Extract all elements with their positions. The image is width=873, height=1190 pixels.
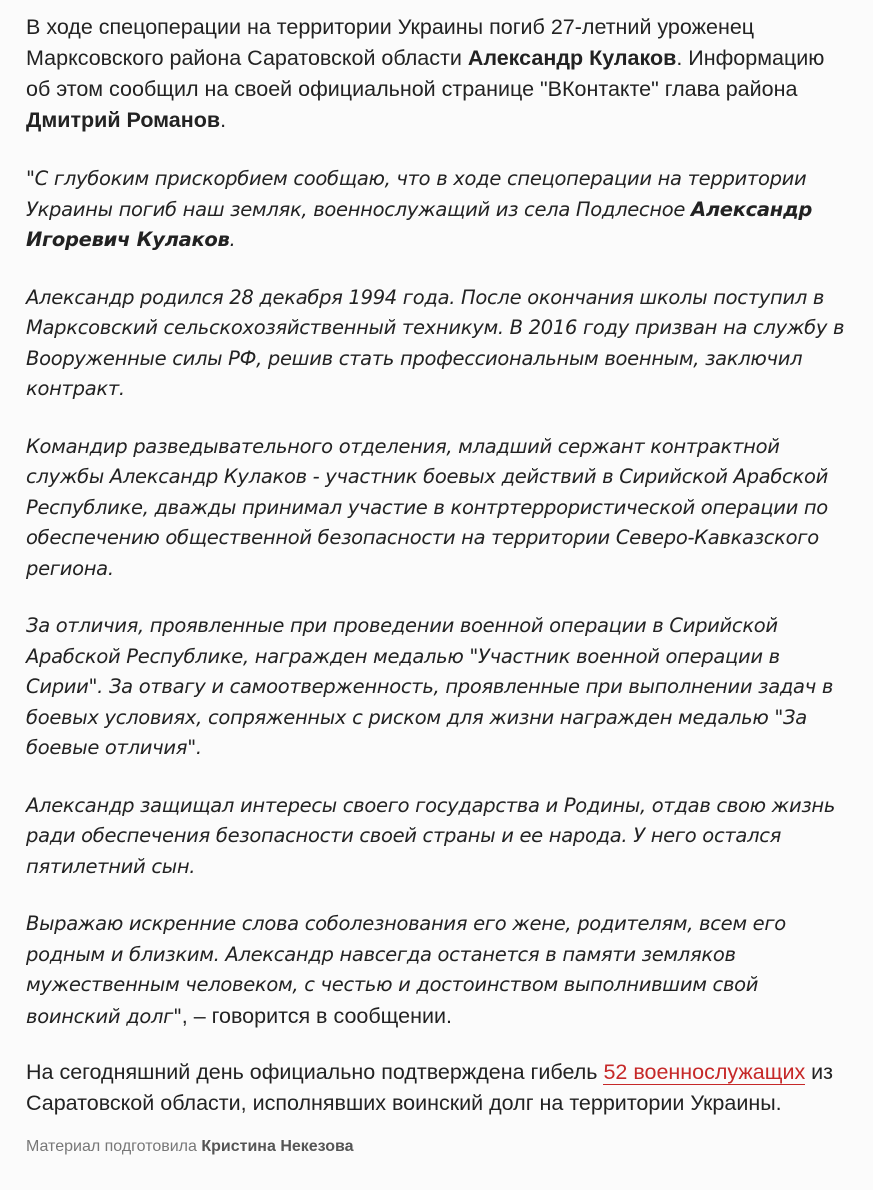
attribution-text: , – говорится в сообщении. [181, 1003, 452, 1028]
lead-text: В ходе спецоперации на территории Украины погиб 27-летний уроженец Марксовского района Саратовской области [26, 15, 755, 70]
quote-paragraph-5: Александр защищал интересы своего государства и Родины, отдав свою жизнь ради обеспечения безопасности своей страны и ее народа. У него остался пятилетний сын. [26, 793, 836, 878]
byline [26, 1137, 851, 1157]
lead-paragraph [26, 12, 851, 136]
lead-text: . [220, 108, 227, 132]
closing-text: На сегодняшний день официально подтверждена гибель [26, 1060, 604, 1084]
quote-paragraph-4: За отличия, проявленные при проведении военной операции в Сирийской Арабской Республике, награжден медалью "Участник военной операции в Сирии". За отвагу и самоотверженность, проявленные при выполнении задач в боевых условиях, сопряженных с риском для жизни награжден медалью "За боевые отличия". [26, 614, 834, 759]
official-name: Дмитрий Романов [26, 108, 221, 132]
quote-paragraph-3: Командир разведывательного отделения, младший сержант контрактной службы Александр Кулаков - участник боевых действий в Сирийской Арабской Республике, дважды принимал участие в контртеррористической операции по обеспечению общественной безопасности на территории Северо-Кавказского региона. [26, 434, 828, 580]
quote-paragraph-2: Александр родился 28 декабря 1994 года. После окончания школы поступил в Марксовский сельскохозяйственный техникум. В 2016 году призван на службу в Вооруженные силы РФ, решив стать профессиональным военным, заключил контракт. [26, 285, 845, 400]
person-name: Александр Кулаков [467, 46, 677, 70]
quote-paragraph-1 [26, 164, 851, 256]
quote-person-name: Александр Игоревич Кулаков [26, 197, 813, 251]
byline-prefix: Материал подготовила [26, 1138, 202, 1155]
closing-text: из Саратовской области, исполнявших воинский долг на территории Украины. [26, 1060, 834, 1115]
author-name: Кристина Некезова [201, 1138, 354, 1155]
closing-paragraph [26, 1057, 851, 1119]
quote-text: "С глубоким прискорбием сообщаю, что в ходе спецоперации на территории Украины погиб наш земляк, военнослужащий из села Подлесное [26, 167, 807, 221]
quote-text: Выражаю искренние слова соболезнования его жене, родителям, всем его родным и близким. Александр навсегда останется в памяти земляков мужественным человеком, с честью и достоинством выполнившим свой воинский долг" [26, 912, 786, 1028]
lead-text: . Информацию об этом сообщил на своей официальной странице "ВКонтакте" глава района [26, 46, 825, 101]
quote-paragraph-6 [26, 909, 851, 1032]
article-body [26, 12, 851, 1157]
casualties-link[interactable]: 52 военнослужащих [603, 1060, 806, 1084]
quote-text: . [229, 228, 236, 251]
